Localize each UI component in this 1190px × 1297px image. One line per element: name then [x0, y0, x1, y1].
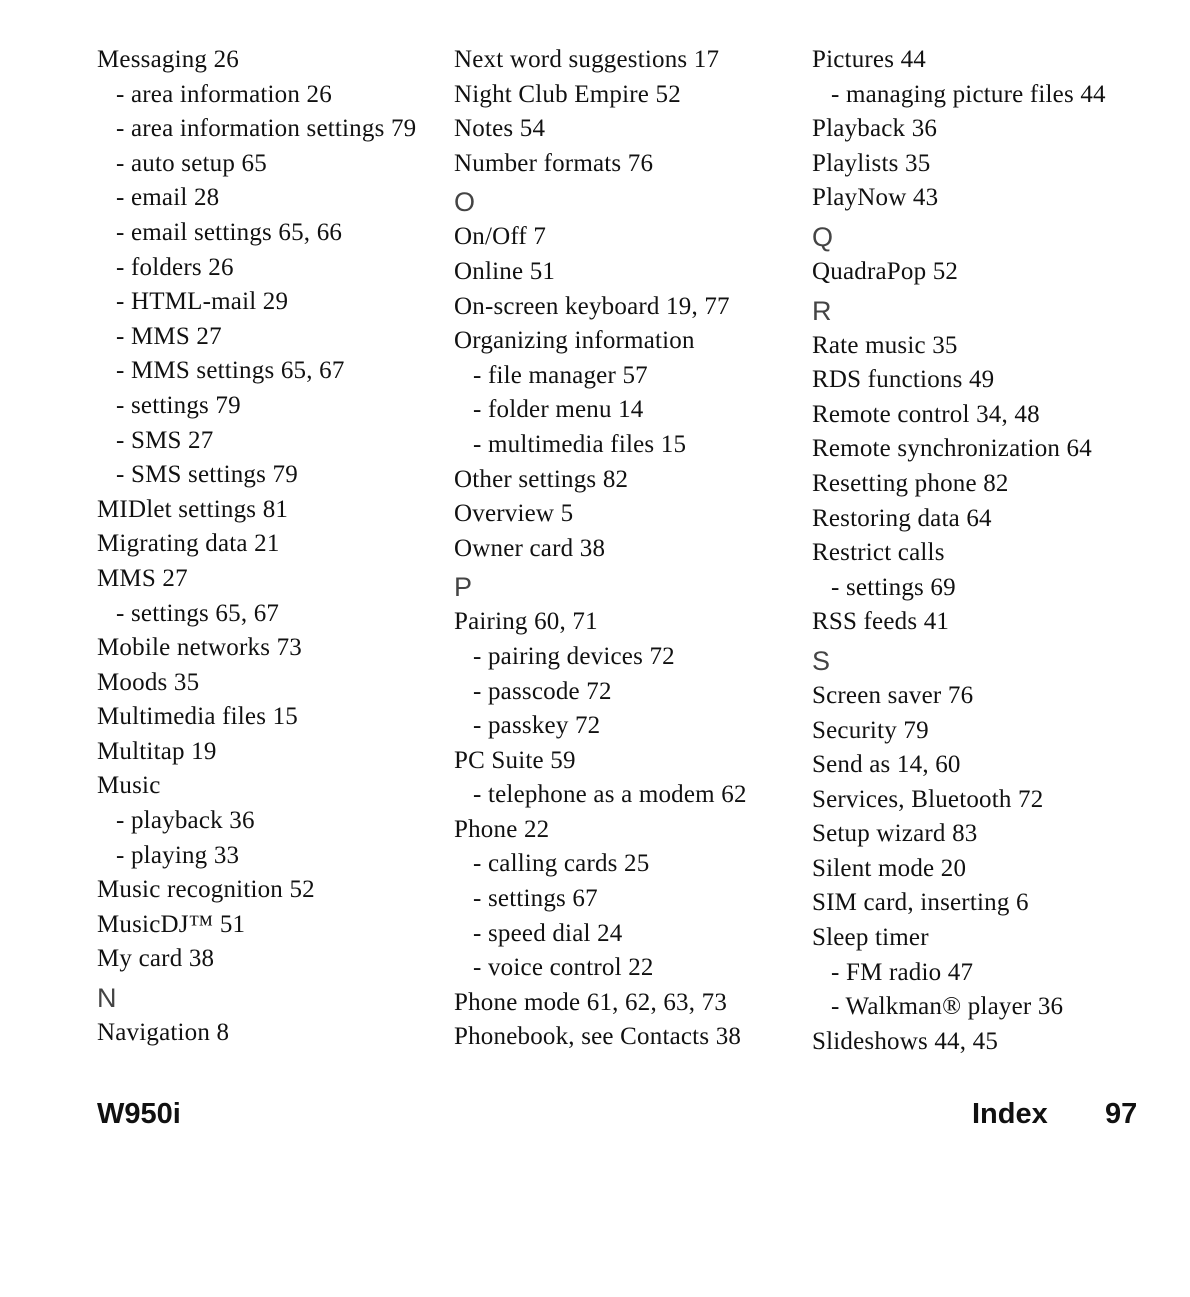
index-entry: QuadraPop 52: [812, 257, 959, 285]
index-entry: Mobile networks 73: [97, 634, 302, 662]
index-subentry: - calling cards 25: [473, 850, 650, 878]
index-subentry: - MMS 27: [116, 322, 222, 350]
index-entry: Music recognition 52: [97, 876, 315, 904]
index-entry: Send as 14, 60: [812, 751, 961, 779]
index-column-3: [812, 43, 1157, 1059]
index-entry: My card 38: [97, 945, 215, 973]
index-entry: Next word suggestions 17: [454, 46, 720, 73]
index-subentry: - SMS settings 79: [116, 461, 298, 489]
index-entry: Restoring data 64: [812, 504, 992, 532]
index-entry: Services, Bluetooth 72: [812, 785, 1044, 813]
index-entry: Notes 54: [454, 115, 546, 143]
index-subentry: - FM radio 47: [831, 958, 974, 986]
index-subentry: - file manager 57: [473, 361, 648, 389]
index-subentry: - voice control 22: [473, 954, 654, 982]
index-entry: Moods 35: [97, 668, 200, 696]
index-subentry: - speed dial 24: [473, 919, 623, 947]
index-entry: Night Club Empire 52: [454, 80, 681, 108]
index-subentry: - passkey 72: [473, 712, 601, 740]
index-entry: Restrict calls: [812, 539, 945, 567]
index-entry: Multitap 19: [97, 737, 217, 765]
index-entry: Playlists 35: [812, 149, 931, 177]
index-entry: Security 79: [812, 716, 929, 744]
index-entry: Rate music 35: [812, 331, 958, 359]
index-letter-heading: Q: [812, 221, 834, 252]
index-entry: RDS functions 49: [812, 366, 995, 394]
index-entry: Phone mode 61, 62, 63, 73: [454, 988, 728, 1016]
index-entry: Pictures 44: [812, 46, 926, 73]
index-entry: Silent mode 20: [812, 854, 967, 882]
index-subentry: - playback 36: [116, 807, 255, 835]
index-subentry: - passcode 72: [473, 677, 612, 705]
index-letter-heading: N: [97, 983, 117, 1014]
index-subentry: - area information settings 79: [116, 115, 417, 143]
index-letter-heading: O: [454, 187, 476, 218]
index-entry: PC Suite 59: [454, 746, 576, 774]
index-entry: Remote control 34, 48: [812, 400, 1040, 428]
index-entry: Sleep timer: [812, 924, 929, 952]
index-subentry: - settings 67: [473, 885, 598, 913]
index-entry: Playback 36: [812, 115, 938, 143]
index-entry: MusicDJ™ 51: [97, 910, 246, 938]
index-entry: On/Off 7: [454, 223, 547, 251]
index-entry: MIDlet settings 81: [97, 495, 289, 523]
index-subentry: - playing 33: [116, 841, 240, 869]
index-column-2: [454, 43, 794, 1055]
index-subentry: - auto setup 65: [116, 149, 267, 177]
footer-model-name: W950i: [97, 1098, 181, 1130]
index-entry: Number formats 76: [454, 149, 654, 177]
index-subentry: - pairing devices 72: [473, 642, 675, 670]
index-subentry: - email settings 65, 66: [116, 218, 343, 246]
index-entry: PlayNow 43: [812, 184, 939, 212]
index-entry: Multimedia files 15: [97, 703, 298, 731]
index-entry: Migrating data 21: [97, 530, 280, 558]
index-subentry: - telephone as a modem 62: [473, 781, 747, 809]
index-entry: Other settings 82: [454, 465, 629, 493]
index-column-1: [97, 43, 437, 1051]
index-subentry: - HTML-mail 29: [116, 288, 289, 316]
index-entry: Organizing information: [454, 327, 695, 355]
index-entry: Setup wizard 83: [812, 820, 978, 848]
index-entry: Resetting phone 82: [812, 469, 1009, 497]
index-subentry: - settings 65, 67: [116, 599, 280, 627]
index-letter-heading: P: [454, 572, 473, 603]
index-entry: Remote synchronization 64: [812, 435, 1092, 463]
index-entry: Navigation 8: [97, 1019, 230, 1047]
index-subentry: - SMS 27: [116, 426, 214, 454]
index-subentry: - folders 26: [116, 253, 234, 281]
index-entry: MMS 27: [97, 564, 188, 592]
index-subentry: - area information 26: [116, 80, 332, 108]
index-entry: Owner card 38: [454, 534, 606, 562]
index-letter-heading: R: [812, 295, 832, 326]
index-entry: Slideshows 44, 45: [812, 1027, 999, 1055]
index-subentry: - email 28: [116, 184, 220, 212]
index-entry: Overview 5: [454, 500, 574, 528]
index-entry: Online 51: [454, 257, 556, 285]
footer-page-number: 97: [1105, 1098, 1138, 1130]
index-entry: Screen saver 76: [812, 681, 974, 709]
index-entry: Messaging 26: [97, 46, 239, 73]
index-entry: Phone 22: [454, 815, 550, 843]
index-letter-heading: S: [812, 645, 831, 676]
footer-section-title: Index: [972, 1098, 1048, 1130]
index-subentry: - managing picture files 44: [831, 80, 1106, 108]
index-subentry: - multimedia files 15: [473, 430, 687, 458]
index-entry: Pairing 60, 71: [454, 608, 598, 636]
index-subentry: - folder menu 14: [473, 396, 644, 424]
index-entry: On-screen keyboard 19, 77: [454, 292, 730, 320]
index-subentry: - settings 79: [116, 391, 241, 419]
index-subentry: - Walkman® player 36: [831, 993, 1064, 1021]
index-subentry: - MMS settings 65, 67: [116, 357, 345, 385]
index-entry: Music: [97, 772, 161, 800]
index-subentry: - settings 69: [831, 573, 956, 601]
index-entry: RSS feeds 41: [812, 608, 950, 636]
index-entry: Phonebook, see Contacts 38: [454, 1023, 742, 1051]
index-entry: SIM card, inserting 6: [812, 889, 1029, 917]
